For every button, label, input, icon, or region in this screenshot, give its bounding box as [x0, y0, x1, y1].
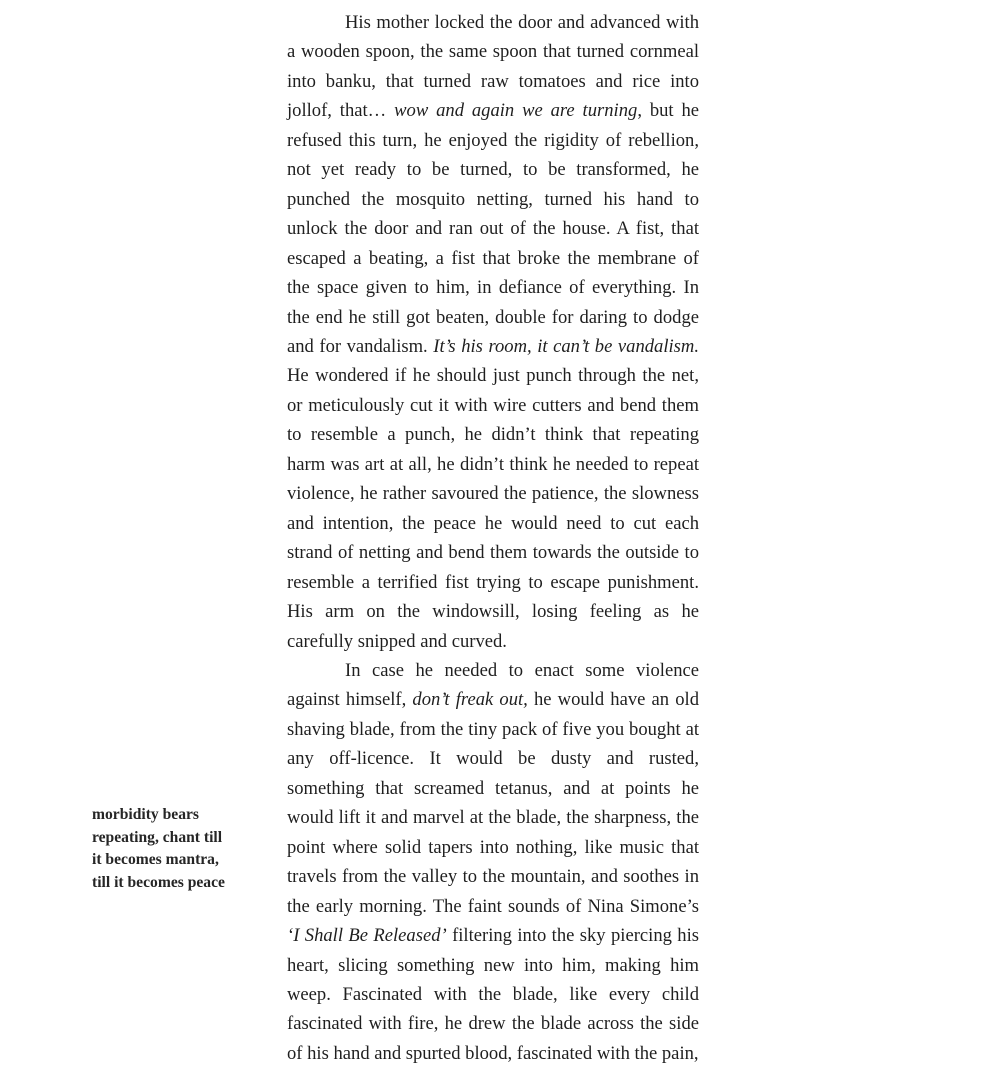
- text-run: He wondered if he should just punch through the net, or meticulously cut it with wire cutters and bend them to resemble a punch, he didn’t think that repeating harm was art at all, he didn’t think he needed to repeat violence, he rather savoured the patience, the slowness and intention, the peace he would need to cut each strand of netting and bend them towards the outside to resemble a terrified fist trying to escape punishment. His arm on the windowsill, losing feeling as he carefully snipped and curved.: [287, 365, 699, 652]
- italic-text-run: It’s his room, it can’t be vandalism.: [433, 335, 699, 357]
- text-run: His mother locked the door and advanced with a wooden spoon, the same spoon that turned cornmeal into banku, that turned raw tomatoes and rice into jollof, that…: [287, 12, 699, 122]
- margin-note-line: morbidity bears: [92, 806, 199, 823]
- italic-text-run: ‘I Shall Be Released’: [287, 925, 447, 947]
- body-text: [287, 8, 699, 1068]
- italic-text-run: wow and again we are turning: [394, 100, 638, 122]
- italic-text-run: don’t freak out,: [412, 689, 528, 711]
- margin-note-line: it becomes mantra,: [92, 851, 219, 868]
- margin-note-line: till it becomes peace: [92, 873, 225, 891]
- text-run: , but he refused this turn, he enjoyed the rigidity of rebellion, not yet ready to be turned, to be transformed, he punched the mosquito netting, turned his hand to unlock the door and ran out of the house. A fist, that escaped a beating, a fist that broke the membrane of the space given to him, in defiance of everything. In the end he still got beaten, double for daring to dodge and for vandalism.: [287, 100, 699, 357]
- margin-note: [92, 804, 242, 894]
- text-run: he would have an old shaving blade, from the tiny pack of five you bought at any off-licence. It would be dusty and rusted, something that screamed tetanus, and at points he would lift it and marvel at the blade, the sharpness, the point where solid tapers into nothing, like music that travels from the valley to the mountain, and soothes in the early morning. The faint sounds of Nina Simone’s: [287, 689, 700, 917]
- paragraph-2: [287, 656, 699, 1068]
- margin-note-line: repeating, chant till: [92, 828, 223, 846]
- text-run: filtering into the sky piercing his heart, slicing something new into him, making him weep. Fascinated with the blade, like every child fascinated with fire, he drew the blade across the side of his hand and spurted blood, fascinated with the pain,: [287, 925, 699, 1064]
- text-run: In case he needed to enact some violence against himself,: [287, 659, 699, 711]
- paragraph-1: [287, 8, 699, 656]
